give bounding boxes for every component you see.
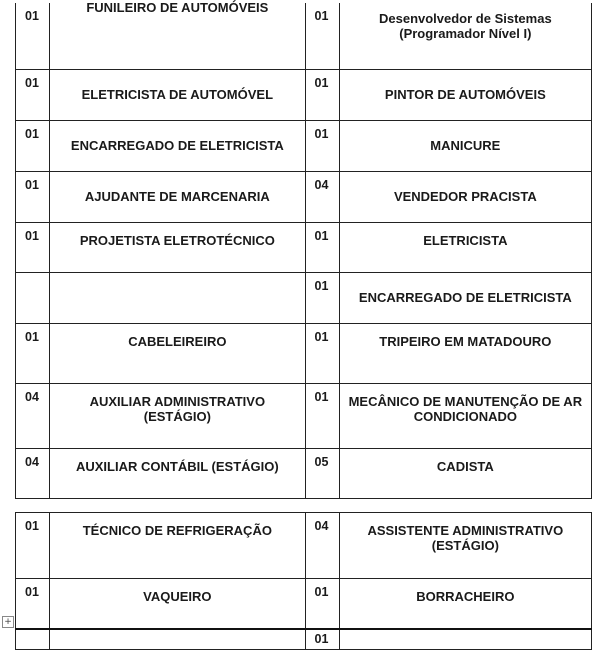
right-job-title: CADISTA: [339, 448, 591, 498]
right-quantity: 01: [305, 272, 339, 323]
table-row: [16, 3, 592, 69]
left-job-title: ELETRICISTA DE AUTOMÓVEL: [50, 69, 305, 120]
move-cross-icon[interactable]: +: [2, 616, 14, 628]
right-job-title: ENCARREGADO DE ELETRICISTA: [339, 272, 591, 323]
table-row: [16, 513, 592, 579]
right-quantity: 04: [305, 513, 339, 579]
vacancies-table-1: [15, 0, 592, 499]
table-row: [16, 171, 592, 222]
left-job-title: VAQUEIRO: [50, 579, 305, 629]
table-row: [16, 448, 592, 498]
left-job-title: [50, 272, 305, 323]
left-quantity: 01: [16, 513, 50, 579]
right-quantity: 01: [305, 579, 339, 629]
right-quantity: 01: [305, 323, 339, 383]
right-job-title: Desenvolvedor de Sistemas (Programador Nível I): [339, 3, 591, 69]
left-job-title: TÉCNICO DE REFRIGERAÇÃO: [50, 513, 305, 579]
right-quantity: 01: [305, 69, 339, 120]
right-job-title: MANICURE: [339, 120, 591, 171]
right-quantity: 01: [305, 629, 339, 649]
vacancies-table-3: [15, 628, 592, 650]
left-quantity: 04: [16, 448, 50, 498]
left-quantity: 01: [16, 171, 50, 222]
table-row: [16, 272, 592, 323]
table-row: [16, 69, 592, 120]
left-job-title: AUXILIAR ADMINISTRATIVO (ESTÁGIO): [50, 383, 305, 448]
right-job-title: BORRACHEIRO: [339, 579, 591, 629]
left-quantity: [16, 629, 50, 649]
left-quantity: 01: [16, 120, 50, 171]
left-job-title: AJUDANTE DE MARCENARIA: [50, 171, 305, 222]
table-row: [16, 383, 592, 448]
right-job-title: [339, 629, 591, 649]
left-quantity: 01: [16, 69, 50, 120]
right-quantity: 01: [305, 120, 339, 171]
left-job-title: AUXILIAR CONTÁBIL (ESTÁGIO): [50, 448, 305, 498]
table-row: [16, 222, 592, 272]
right-quantity: 01: [305, 222, 339, 272]
right-job-title: PINTOR DE AUTOMÓVEIS: [339, 69, 591, 120]
right-quantity: 05: [305, 448, 339, 498]
left-quantity: [16, 272, 50, 323]
left-quantity: 01: [16, 323, 50, 383]
right-job-title: TRIPEIRO EM MATADOURO: [339, 323, 591, 383]
right-quantity: 01: [305, 383, 339, 448]
left-job-title: CABELEIREIRO: [50, 323, 305, 383]
table-row: [16, 120, 592, 171]
left-job-title: FUNILEIRO DE AUTOMÓVEIS: [50, 3, 305, 69]
left-quantity: 04: [16, 383, 50, 448]
left-job-title: [50, 629, 305, 649]
right-quantity: 04: [305, 171, 339, 222]
left-job-title: ENCARREGADO DE ELETRICISTA: [50, 120, 305, 171]
left-job-title: PROJETISTA ELETROTÉCNICO: [50, 222, 305, 272]
right-quantity: 01: [305, 3, 339, 69]
table-row: [16, 323, 592, 383]
right-job-title: ELETRICISTA: [339, 222, 591, 272]
table-row: [16, 629, 592, 649]
right-job-title: VENDEDOR PRACISTA: [339, 171, 591, 222]
table-row: [16, 579, 592, 629]
left-quantity: 01: [16, 222, 50, 272]
right-job-title: ASSISTENTE ADMINISTRATIVO (ESTÁGIO): [339, 513, 591, 579]
left-quantity: 01: [16, 3, 50, 69]
left-quantity: 01: [16, 579, 50, 629]
vacancies-table-2: [15, 512, 592, 629]
right-job-title: MECÂNICO DE MANUTENÇÃO DE AR CONDICIONADO: [339, 383, 591, 448]
